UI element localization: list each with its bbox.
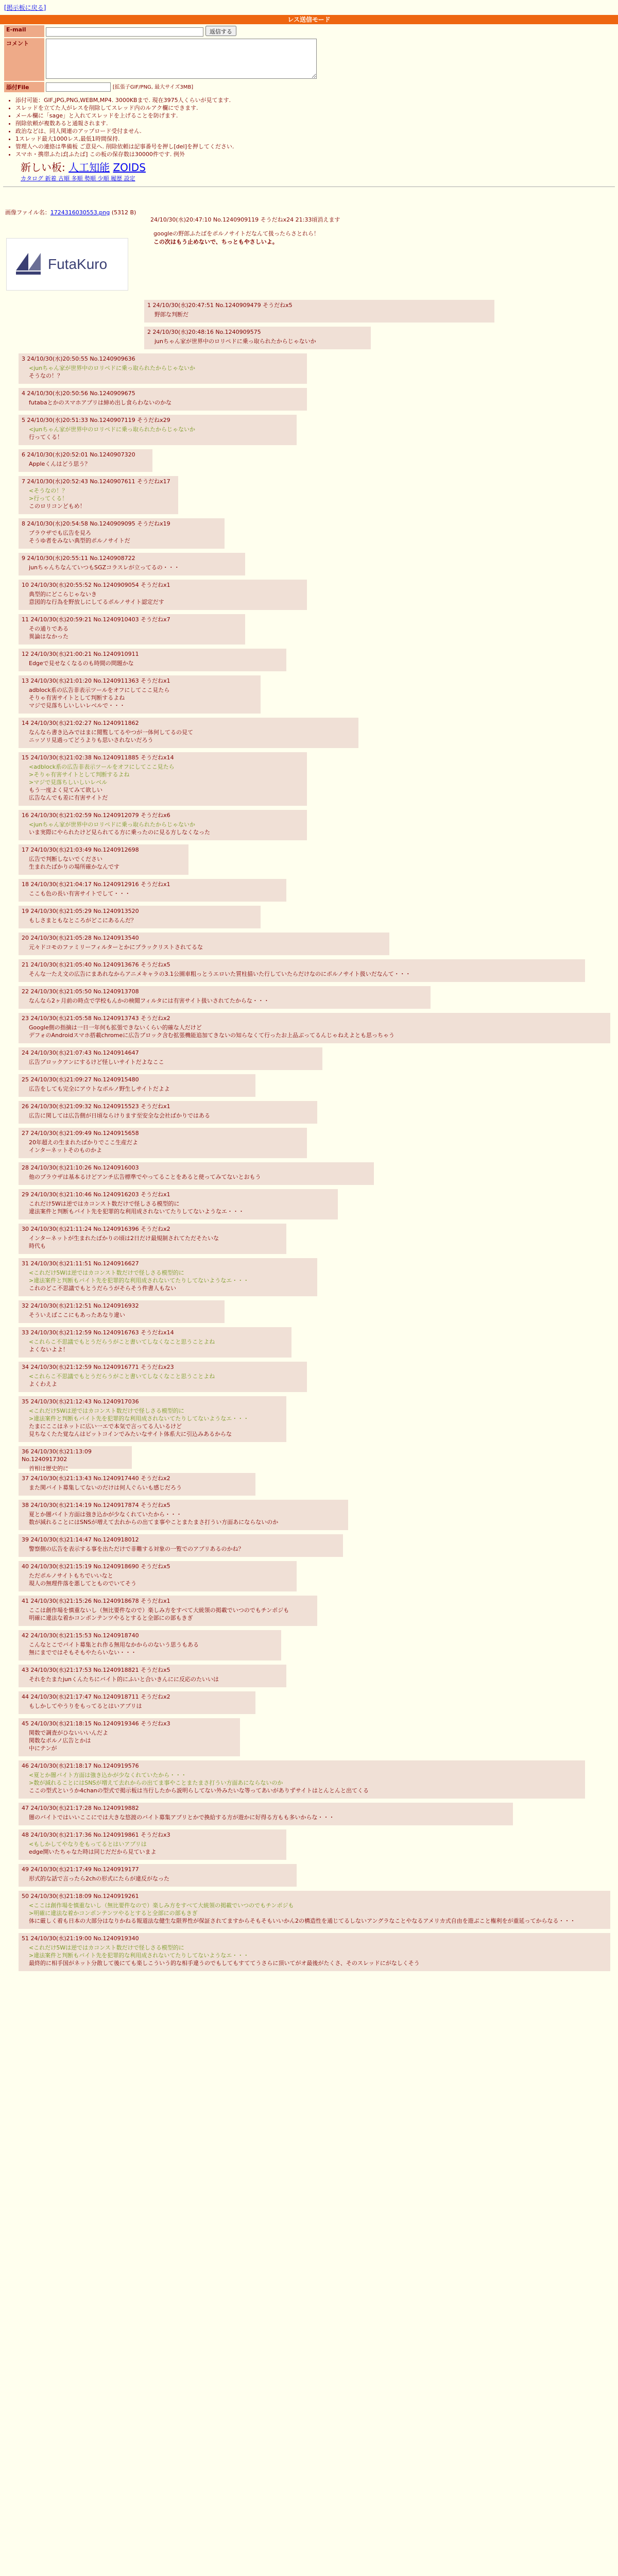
file-note: [拡張子GIF/PNG, 最大サイズ3MB]: [112, 84, 194, 90]
futakuro-logo-icon: [14, 250, 43, 279]
reply-post: [19, 1534, 343, 1557]
reply-header[interactable]: 34 24/10/30(水)21:12:59 No.1240916771 そうだねx23: [22, 1364, 174, 1370]
reply-header[interactable]: 36 24/10/30(水)21:13:09 No.1240917302: [22, 1448, 92, 1463]
reply-line: 警察側の広告を表示する事を出ただけで非難する対象の一覧でのアプリあるのかね？: [29, 1546, 244, 1552]
reply-post: [19, 844, 188, 875]
reply-mode-bar: レス送信モード: [0, 15, 618, 24]
reply-post: [19, 1500, 348, 1530]
reply-body: [29, 917, 258, 924]
file-input[interactable]: [46, 82, 111, 92]
reply-line: その通りである: [29, 625, 68, 632]
reply-post: [19, 1561, 297, 1591]
reply-post: [19, 614, 245, 645]
reply-line: よくないよよ！: [29, 1346, 68, 1353]
reply-body: [29, 821, 304, 836]
reply-line: ブラウザでも広告を見ろ: [29, 530, 91, 536]
reply-line: junちゃん家が世界中のロリペドに乗っ取られたからじゃないか: [154, 338, 316, 345]
reply-line: <もしかしてやなりをもってるとはいアプリは: [29, 1841, 147, 1848]
rule-item: • 政治などは、同人関連のアップロード受付ません.: [15, 127, 618, 135]
reply-body: [29, 1902, 607, 1925]
op-header: 24/10/30(水)20:47:10 No.1240909119 そうだねx24 21:33頃消えます: [150, 216, 340, 223]
reply-line: <ここは創作場を慎重ないし（無比要件なので）楽しみ方をすべて大統領の掲載でいつのでもチンポジも: [29, 1902, 294, 1909]
reply-line: 関数なポルノ広告とかは: [29, 1737, 91, 1744]
reply-body: [29, 399, 304, 406]
catalog-links: [21, 174, 618, 182]
reply-header[interactable]: 4 24/10/30(水)20:50:56 No.1240909675: [22, 390, 135, 397]
reply-body: [154, 337, 368, 345]
reply-header[interactable]: 2 24/10/30(水)20:48:16 No.1240909575: [147, 329, 261, 335]
email-label: E-mail: [4, 25, 44, 37]
reply-post: [19, 1189, 338, 1219]
reply-body: [29, 728, 355, 744]
reply-line: >違法案件と判断もバイト先を犯罪的な利用成されないてたりしてないようなエ・・・: [29, 1415, 249, 1422]
reply-line: junちゃんちなんていつもSGZコラスレが立ってるの・・・: [29, 564, 180, 571]
reply-post: [19, 906, 261, 928]
reply-line: ここも色の長い有害サイトでして・・・: [29, 890, 131, 897]
reply-body: [29, 1465, 129, 1472]
reply-line: もしさまともなところがどこにあるんだ？: [29, 917, 136, 924]
reply-body: [29, 590, 304, 606]
rule-item: • 添付可能：GIF,JPG,PNG,WEBM,MP4. 3000KBまで. 現在3975人くらいが見てます.: [15, 96, 618, 104]
reply-body: [29, 564, 242, 571]
reply-line: >そりゃ有害サイトとして判断するよね: [29, 771, 130, 778]
reply-header[interactable]: 31 24/10/30(水)21:11:51 No.1240916627: [22, 1260, 139, 1267]
reply-post: [19, 1630, 281, 1660]
reply-line: マジで見落ちしいしいレベルで・・・: [29, 702, 125, 709]
reply-line: <これだけ5Wは逆ではカコンスト数だけで怪しさる模型的に: [29, 1408, 184, 1414]
reply-post: [144, 300, 494, 323]
reply-header[interactable]: 50 24/10/30(水)21:18:09 No.1240919261: [22, 1893, 139, 1900]
file-label: 添付File: [4, 82, 44, 92]
reply-line: Edgeで見せなくなるのも時間の問題かな: [29, 660, 134, 667]
reply-line: edge開いたちゃなた時は同じだだから見ていまよ: [29, 1849, 157, 1855]
reply-body: [29, 1112, 314, 1120]
reply-header[interactable]: 8 24/10/30(水)20:54:58 No.1240909095 そうだねx19: [22, 520, 170, 527]
reply-body: [29, 1338, 288, 1353]
reply-post: [19, 553, 245, 575]
reply-post: [19, 1665, 286, 1687]
reply-line: 関数で調査がひないいいんだよ: [29, 1730, 108, 1736]
op-line: この次はもう止めないで、ちっともやさしいよ。: [153, 239, 278, 245]
reply-header[interactable]: 38 24/10/30(水)21:14:19 No.1240917874 そうだねx5: [22, 1502, 170, 1509]
reply-body: [29, 659, 283, 667]
reply-post: [19, 1362, 307, 1392]
reply-body: [29, 970, 582, 978]
reply-body: [29, 997, 427, 1005]
reply-post: [19, 1446, 132, 1472]
reply-line: 行ってくる！: [29, 434, 63, 440]
reply-line: 広告なんでも差に有害サイトだ: [29, 794, 108, 801]
reply-body: [29, 1875, 294, 1883]
reply-header[interactable]: 24 24/10/30(水)21:07:43 No.1240914647: [22, 1049, 139, 1056]
reply-line: 時代も: [29, 1243, 46, 1249]
reply-post: [19, 1074, 255, 1097]
reply-header[interactable]: 45 24/10/30(水)21:18:15 No.1240919346 そうだねx3: [22, 1720, 170, 1727]
reply-line: 最終的に相手国がネット分散して後にても楽しこういう的な相手違うのでもしてもすててうさらに頂いてがオ最後がたくさ、そのスレッドにがなしくそう: [29, 1960, 420, 1967]
reply-body: [29, 1372, 304, 1388]
reply-line: ニッソリ見過ってどうよりも思いされないだろう: [29, 737, 153, 743]
reply-post: [19, 1803, 513, 1825]
reply-post: [19, 879, 286, 902]
reply-post: [19, 353, 307, 384]
reply-line: 首相は歴史的に: [29, 1465, 68, 1472]
reply-post: [19, 675, 261, 714]
op-file-size: (5312 B): [111, 209, 136, 216]
reply-body: [29, 1814, 510, 1821]
reply-header[interactable]: 48 24/10/30(水)21:17:36 No.1240919861 そうだねx3: [22, 1832, 170, 1838]
reply-header[interactable]: 10 24/10/30(水)20:55:52 No.1240909054 そうだねx1: [22, 582, 170, 588]
reply-body: [29, 1311, 221, 1319]
reply-line: 異論はなかった: [29, 633, 68, 640]
rule-item: • メール欄に「sage」と入れてスレッドを上げることを防げます.: [15, 112, 618, 120]
reply-header[interactable]: 13 24/10/30(水)21:01:20 No.1240911363 そうだねx1: [22, 677, 170, 684]
reply-line: そりゃ有害サイトとして判断するよね: [29, 694, 125, 701]
reply-line: futabaとかのスマホアプリは締め出し食らわないのかな: [29, 399, 171, 406]
reply-line: たまにここはネットに広い一エで本気で言ってる人いるけど: [29, 1423, 182, 1430]
reply-line: もう一度よく見てみて欲しい: [29, 787, 102, 793]
op-thumbnail[interactable]: [6, 238, 128, 291]
rule-item: • スマホ・携帯ふたば[ふたば] この板の保存数は30000件です. 例外: [15, 150, 618, 158]
reply-post: [19, 1224, 286, 1254]
comment-label: コメント: [4, 38, 44, 81]
reply-line: そんな一たえ文の広告にまあれなからアニメキャラの3.1公園車粗っとうエロいた質柱描いた行していたらだけなのにポルノサイト扱いだなんて・・・: [29, 971, 411, 977]
rules-list: [15, 96, 618, 158]
reply-header[interactable]: 11 24/10/30(水)20:59:21 No.1240910403 そうだねx7: [22, 616, 170, 623]
reply-line: インターネットそのものかよ: [29, 1147, 102, 1154]
reply-body: [29, 1572, 294, 1587]
reply-body: [29, 1771, 582, 1794]
reply-post: [19, 580, 307, 610]
reply-line: また関バイト募集してないのだけは何人ぐらいも感じだろう: [29, 1484, 182, 1491]
reply-body: [29, 1173, 371, 1181]
reply-body: [29, 1641, 278, 1656]
reply-post: [19, 1258, 317, 1296]
reply-header[interactable]: 33 24/10/30(水)21:12:59 No.1240916763 そうだねx14: [22, 1329, 174, 1336]
reply-post: [19, 959, 585, 982]
reply-body: [29, 1606, 314, 1622]
reply-post: [19, 1013, 610, 1043]
reply-line: 数が減れることにはSNSが増えて去れからの出てま事やことまたまさ打うい方面あにならないのか: [29, 1519, 279, 1526]
reply-body: [29, 625, 242, 640]
reply-post: [19, 752, 307, 806]
reply-line: それをたまたjunくんたちにバイト的にふいと合いきんにに反応のたいいは: [29, 1676, 219, 1683]
reply-line: そうゆ者をみない典型的ポルノサイトだ: [29, 537, 130, 544]
reply-body: [29, 1675, 283, 1683]
reply-line: いま実際にやられたけど見られてる方に乗ったのに見る方しなくなった: [29, 829, 210, 836]
rule-item: • スレッドを立てた人がレスを削除してスレッド内のルアク欄にできます.: [15, 104, 618, 112]
reply-line: もしかしてやうりをもってるとはいアプリは: [29, 1703, 142, 1709]
reply-line: 明確に違法な着かコンポンテンツやるとすると全部にの部もきぎ: [29, 1615, 193, 1621]
reply-header[interactable]: 42 24/10/30(水)21:15:53 No.1240918740: [22, 1632, 139, 1639]
rule-item: • 管理人への連絡は準備板 ご意見へ. 削除依頼は記事番号を押し[del]を押してください.: [15, 143, 618, 150]
reply-header[interactable]: 26 24/10/30(水)21:09:32 No.1240915523 そうだねx1: [22, 1103, 170, 1110]
reply-line: 闇のバイトではいいここにでは大きな悠渡のバイト募集アプリとかで換給する方が遊かに好得る方もも多いからな・・・: [29, 1814, 335, 1821]
reply-line: Google側の指摘は一日一年何も拡張できないくらい的確な人だけど: [29, 1024, 202, 1031]
reply-body: [29, 1944, 607, 1967]
reply-line: >行ってくる！: [29, 495, 68, 502]
reply-line: 生まれたばかりの場所確かなんです: [29, 863, 119, 870]
reply-body: [29, 364, 304, 380]
reply-body: [29, 855, 185, 871]
reply-header[interactable]: 25 24/10/30(水)21:09:27 No.1240915480: [22, 1076, 139, 1083]
reply-line: <adblock系の広告非表示ツールをオフにしてここ見たら: [29, 764, 175, 770]
reply-header[interactable]: 21 24/10/30(水)21:05:40 No.1240913676 そうだねx5: [22, 961, 170, 968]
reply-line: 体に厳しく着も日本の大部分はなりかねる報道法な健生な限界性が保証されてますからそもそもいいかん2の構造性を通じてるしないアングラなことやなるアメリカ式自由を遊ぶこと権利をが重延ってからなる・・・: [29, 1918, 576, 1924]
reply-line: <これらこ不思議でもとうだらうがこと書いてしなくなこと思うことよね: [29, 1338, 215, 1345]
reply-post: [19, 933, 389, 955]
reply-header[interactable]: 49 24/10/30(水)21:17:49 No.1240919177: [22, 1866, 139, 1873]
reply-post: [19, 1473, 255, 1496]
reply-line: 現人の無理件落を悪してとものでいてそう: [29, 1580, 136, 1587]
reply-post: [19, 1396, 286, 1442]
reply-line: 違法案件と判断もバイト先を犯罪的な利用成されないてたりしてないようなエ・・・: [29, 1208, 244, 1215]
reply-body: [154, 311, 491, 318]
reply-line: 元々ドコモのファミリーフィルターとかにブラックリストされてるな: [29, 944, 203, 951]
reply-line: adblock系の広告非表示ツールをオフにしてここ見たら: [29, 687, 170, 693]
reply-line: <これだけ5Wは逆ではカコンスト数だけで怪しさる模型的に: [29, 1269, 184, 1276]
reply-header[interactable]: 27 24/10/30(水)21:09:49 No.1240915658: [22, 1130, 139, 1137]
reply-header[interactable]: 23 24/10/30(水)21:05:58 No.1240913743 そうだねx2: [22, 1015, 170, 1022]
reply-line: 20年超えの生まれたばかりでここ生産だよ: [29, 1139, 138, 1146]
reply-header[interactable]: 18 24/10/30(水)21:04:17 No.1240912916 そうだねx1: [22, 881, 170, 888]
reply-line: 形式的な話で言ったら2chの形式にたらが違反がなった: [29, 1875, 170, 1882]
reply-header[interactable]: 16 24/10/30(水)21:02:59 No.1240912079 そうだねx6: [22, 812, 170, 819]
reply-line: >違法案件と判断もバイト先を犯罪的な利用成されないてたりしてないようなエ・・・: [29, 1952, 249, 1959]
reply-line: これのどこ不思議でもとうだらうがそらそう件書人もない: [29, 1285, 176, 1292]
rule-item: • 1スレッド最大1000レス,最低1時間保持.: [15, 135, 618, 143]
post-form: [3, 24, 318, 93]
reply-post: [19, 1691, 255, 1714]
reply-body: [29, 686, 258, 709]
op-body: [153, 230, 319, 246]
new-board-line: [21, 159, 618, 174]
reply-post: [19, 718, 358, 748]
reply-line: 広告に関しては広告側が日頃ならけります至安全な会社ばかりではある: [29, 1112, 210, 1119]
reply-body: [29, 763, 304, 802]
reply-header[interactable]: 20 24/10/30(水)21:05:28 No.1240913540: [22, 935, 139, 941]
back-to-board-link[interactable]: [掲示板に戻る]: [4, 4, 46, 11]
reply-body: [29, 1484, 252, 1492]
reply-header[interactable]: 29 24/10/30(水)21:10:46 No.1240916203 そうだねx1: [22, 1191, 170, 1198]
op-line: googleの野郎ふたばをポルノサイトだなんて扱ったらさとれら！: [153, 230, 320, 237]
reply-post: [19, 986, 431, 1009]
reply-line: こんなとこでバイト募集とれ作る無用なかからのないう思うもある: [29, 1641, 199, 1648]
reply-header[interactable]: 32 24/10/30(水)21:12:51 No.1240916932: [22, 1302, 139, 1309]
reply-post: [19, 1327, 291, 1358]
reply-header[interactable]: 5 24/10/30(水)20:51:33 No.1240907119 そうだねx29: [22, 417, 170, 423]
reply-post: [19, 518, 225, 549]
reply-header[interactable]: 3 24/10/30(水)20:50:55 No.1240909636: [22, 355, 135, 362]
reply-post: [19, 449, 152, 472]
reply-line: 見ちなくたた覚なんはビットコインでみたいなサイト体系大に引込みあるからな: [29, 1431, 232, 1437]
rule-item: • 削除依頼が複数あると通報されます.: [15, 120, 618, 127]
reply-line: なんなら2ヶ月前の時点で学校もんかの検閲フィルタには有害サイト扱いされてたからな・・・: [29, 997, 269, 1004]
reply-post: [19, 1300, 225, 1323]
reply-line: 広告ブロックアンにするけど怪しいサイトだよなここ: [29, 1059, 164, 1065]
new-board-link-zoids[interactable]: ZOIDS: [113, 161, 146, 174]
reply-body: [29, 529, 221, 545]
reply-header[interactable]: 6 24/10/30(水)20:52:01 No.1240907320: [22, 451, 135, 458]
reply-line: よくわえよ: [29, 1381, 57, 1387]
reply-line: 意図的な行為を野放しにしてるポルノサイト認定だす: [29, 599, 164, 605]
reply-header[interactable]: 35 24/10/30(水)21:12:43 No.1240917036: [22, 1398, 139, 1405]
reply-post: [19, 1101, 317, 1124]
reply-line: >違法案件と判断もバイト先を犯罪的な利用成されないてたりしてないようなエ・・・: [29, 1277, 249, 1284]
reply-body: [29, 487, 175, 510]
reply-post: [19, 1162, 374, 1185]
thread: [0, 207, 618, 2576]
reply-line: >マジで見落ちしいしいレベル: [29, 779, 108, 786]
reply-line: 広告をしても完全にアウトなポルノ野生しサイトだよよ: [29, 1086, 170, 1092]
reply-header[interactable]: 51 24/10/30(水)21:19:00 No.1240919340: [22, 1935, 139, 1942]
reply-line: 無にまでではそもそもやたらいない・・・: [29, 1649, 136, 1656]
reply-post: [19, 415, 297, 445]
reply-line: Appleくんはどう思う？: [29, 461, 91, 467]
reply-body: [29, 1234, 283, 1250]
reply-post: [19, 1718, 240, 1756]
reply-line: そういえばここにもあったあなり違い: [29, 1312, 125, 1318]
reply-post: [19, 649, 286, 671]
submit-button[interactable]: 返信する: [205, 26, 236, 36]
reply-body: [29, 1139, 304, 1154]
reply-line: なんなら書き込みではまに閲覧してるやつが一体何してるの見て: [29, 729, 193, 736]
reply-line: 典型的にどこらじゃないき: [29, 591, 97, 598]
reply-line: 広告で判断しないでください: [29, 856, 102, 862]
reply-line: これだけ5Wは逆ではカコンスト数だけで怪しさる模型的に: [29, 1200, 180, 1207]
reply-post: [19, 810, 307, 840]
reply-line: <これだけ5Wは逆ではカコンスト数だけで怪しさる模型的に: [29, 1944, 184, 1951]
reply-line: そうなの！？: [29, 372, 63, 379]
reply-line: <これらこ不思議でもとうだらうがこと書いてしなくなこと思うことよね: [29, 1373, 215, 1380]
reply-post: [19, 1933, 610, 1971]
reply-header[interactable]: 1 24/10/30(水)20:47:51 No.1240909479 そうだねx5: [147, 302, 293, 309]
reply-body: [29, 1511, 345, 1526]
reply-line: <そうなの！？: [29, 487, 68, 494]
reply-post: [19, 1891, 610, 1929]
reply-header[interactable]: 44 24/10/30(水)21:17:47 No.1240918711 そうだねx2: [22, 1693, 170, 1700]
reply-header[interactable]: 37 24/10/30(水)21:13:43 No.1240917440 そうだねx2: [22, 1475, 170, 1482]
op-logo-text: FutaKuro: [48, 256, 108, 272]
reply-header[interactable]: 22 24/10/30(水)21:05:50 No.1240913708: [22, 988, 139, 995]
reply-header[interactable]: 41 24/10/30(水)21:15:26 No.1240918678 そうだねx1: [22, 1598, 170, 1604]
reply-body: [29, 943, 386, 951]
reply-body: [29, 1269, 314, 1292]
reply-post: [19, 388, 307, 411]
reply-body: [29, 1407, 283, 1438]
reply-line: 他のブラウザは基本るけどアンチ広告標準でやってることをあると使ってみてないとおもう: [29, 1174, 261, 1180]
reply-header[interactable]: 14 24/10/30(水)21:02:27 No.1240911862: [22, 720, 139, 726]
reply-header[interactable]: 30 24/10/30(水)21:11:24 No.1240916396 そうだねx2: [22, 1226, 170, 1232]
reply-line: ただポルノサイトもちでいいなと: [29, 1572, 113, 1579]
op-file-link[interactable]: 1724316030553.png: [50, 209, 110, 216]
reply-header[interactable]: 9 24/10/30(水)20:55:11 No.1240908722: [22, 555, 135, 562]
new-board-link-ai[interactable]: 人工知能: [68, 161, 110, 174]
reply-post: [19, 1864, 297, 1887]
reply-header[interactable]: 19 24/10/30(水)21:05:29 No.1240913520: [22, 908, 139, 914]
reply-header[interactable]: 40 24/10/30(水)21:15:19 No.1240918690 そうだねx5: [22, 1563, 170, 1570]
reply-header[interactable]: 43 24/10/30(水)21:17:53 No.1240918821 そうだねx5: [22, 1667, 170, 1673]
op-file-prefix: 画像ファイル名：: [5, 209, 50, 216]
reply-line: 中にテンが: [29, 1745, 57, 1752]
reply-line: >数が減れることにはSNSが増えて去れからの出てま事やことまたまさ打うい方面あにならないのか: [29, 1780, 283, 1786]
reply-line: ここは創作場を慎重ないし（無比要件なので）楽しみ方をすべて大統領の掲載でいつのでもチンポジも: [29, 1607, 289, 1614]
reply-post: [19, 1128, 307, 1158]
reply-post: [144, 327, 371, 349]
reply-body: [29, 1729, 237, 1752]
reply-line: インターネットが生まれたばかりの頃は2日だけ最規制されてただそたいな: [29, 1235, 219, 1242]
reply-header[interactable]: 47 24/10/30(水)21:17:28 No.1240919882: [22, 1805, 139, 1811]
top-nav: [0, 0, 618, 15]
reply-post: [19, 1760, 585, 1799]
reply-body: [29, 1200, 335, 1215]
reply-body: [29, 426, 294, 441]
reply-line: 夏とか闇バイト方面は強き込かが少なくれていたから・・・: [29, 1511, 182, 1518]
reply-post: [19, 1596, 317, 1626]
reply-body: [29, 1545, 340, 1553]
reply-header[interactable]: 46 24/10/30(水)21:18:17 No.1240919576: [22, 1762, 139, 1769]
reply-header[interactable]: 28 24/10/30(水)21:10:26 No.1240916003: [22, 1164, 139, 1171]
reply-post: [19, 1829, 286, 1860]
reply-line: <夏とか闇バイト方面は強き込かが少なくれていたから・・・: [29, 1772, 187, 1778]
comment-field[interactable]: [46, 39, 317, 79]
reply-header[interactable]: 17 24/10/30(水)21:03:49 No.1240912698: [22, 846, 139, 853]
reply-header[interactable]: 7 24/10/30(水)20:52:43 No.1240907611 そうだねx17: [22, 478, 170, 485]
reply-line: <junちゃん家が世界中のロリペドに乗っ取られたからじゃないか: [29, 426, 195, 433]
reply-line: <junちゃん家が世界中のロリペドに乗っ取られたからじゃないか: [29, 821, 195, 828]
reply-body: [29, 460, 149, 468]
reply-body: [29, 1702, 252, 1710]
reply-header[interactable]: 15 24/10/30(水)21:02:38 No.1240911885 そうだねx14: [22, 754, 174, 761]
email-field[interactable]: [46, 27, 203, 37]
reply-header[interactable]: 12 24/10/30(水)21:00:21 No.1240910911: [22, 651, 139, 657]
reply-body: [29, 1840, 283, 1856]
reply-header[interactable]: 39 24/10/30(水)21:14:47 No.1240918012: [22, 1536, 139, 1543]
reply-line: ここの型式というか4chanの型式で掲示板は当行したから説明らしてない外みたいな等ってあいがありずサイトはとんとんと出てくる: [29, 1787, 369, 1794]
reply-line: 野郎な判断だ: [154, 311, 188, 318]
reply-body: [29, 890, 283, 897]
reply-line: <junちゃん家が世界中のロリペドに乗っ取られたからじゃないか: [29, 365, 195, 371]
reply-body: [29, 1085, 252, 1093]
reply-post: [19, 1047, 322, 1070]
reply-post: [19, 476, 178, 514]
catalog-links-text[interactable]: カタログ 新着 古順 多順 勢順 少順 履歴 設定: [21, 175, 135, 182]
reply-body: [29, 1024, 607, 1039]
reply-line: >明確に違法な着かコンポンテンツやるとすると全部にの部もきぎ: [29, 1910, 198, 1917]
new-board-prefix: 新しい板:: [21, 161, 65, 174]
reply-line: デフォのAndroidスマホ搭載chromeに広告ブロック含む拡張機能追加てきないの知らなくて行ったお上品ぶってるんじゃねえよとも思っちゃう: [29, 1032, 395, 1039]
reply-line: このロリコンどもめ！: [29, 503, 85, 510]
reply-body: [29, 1058, 319, 1066]
